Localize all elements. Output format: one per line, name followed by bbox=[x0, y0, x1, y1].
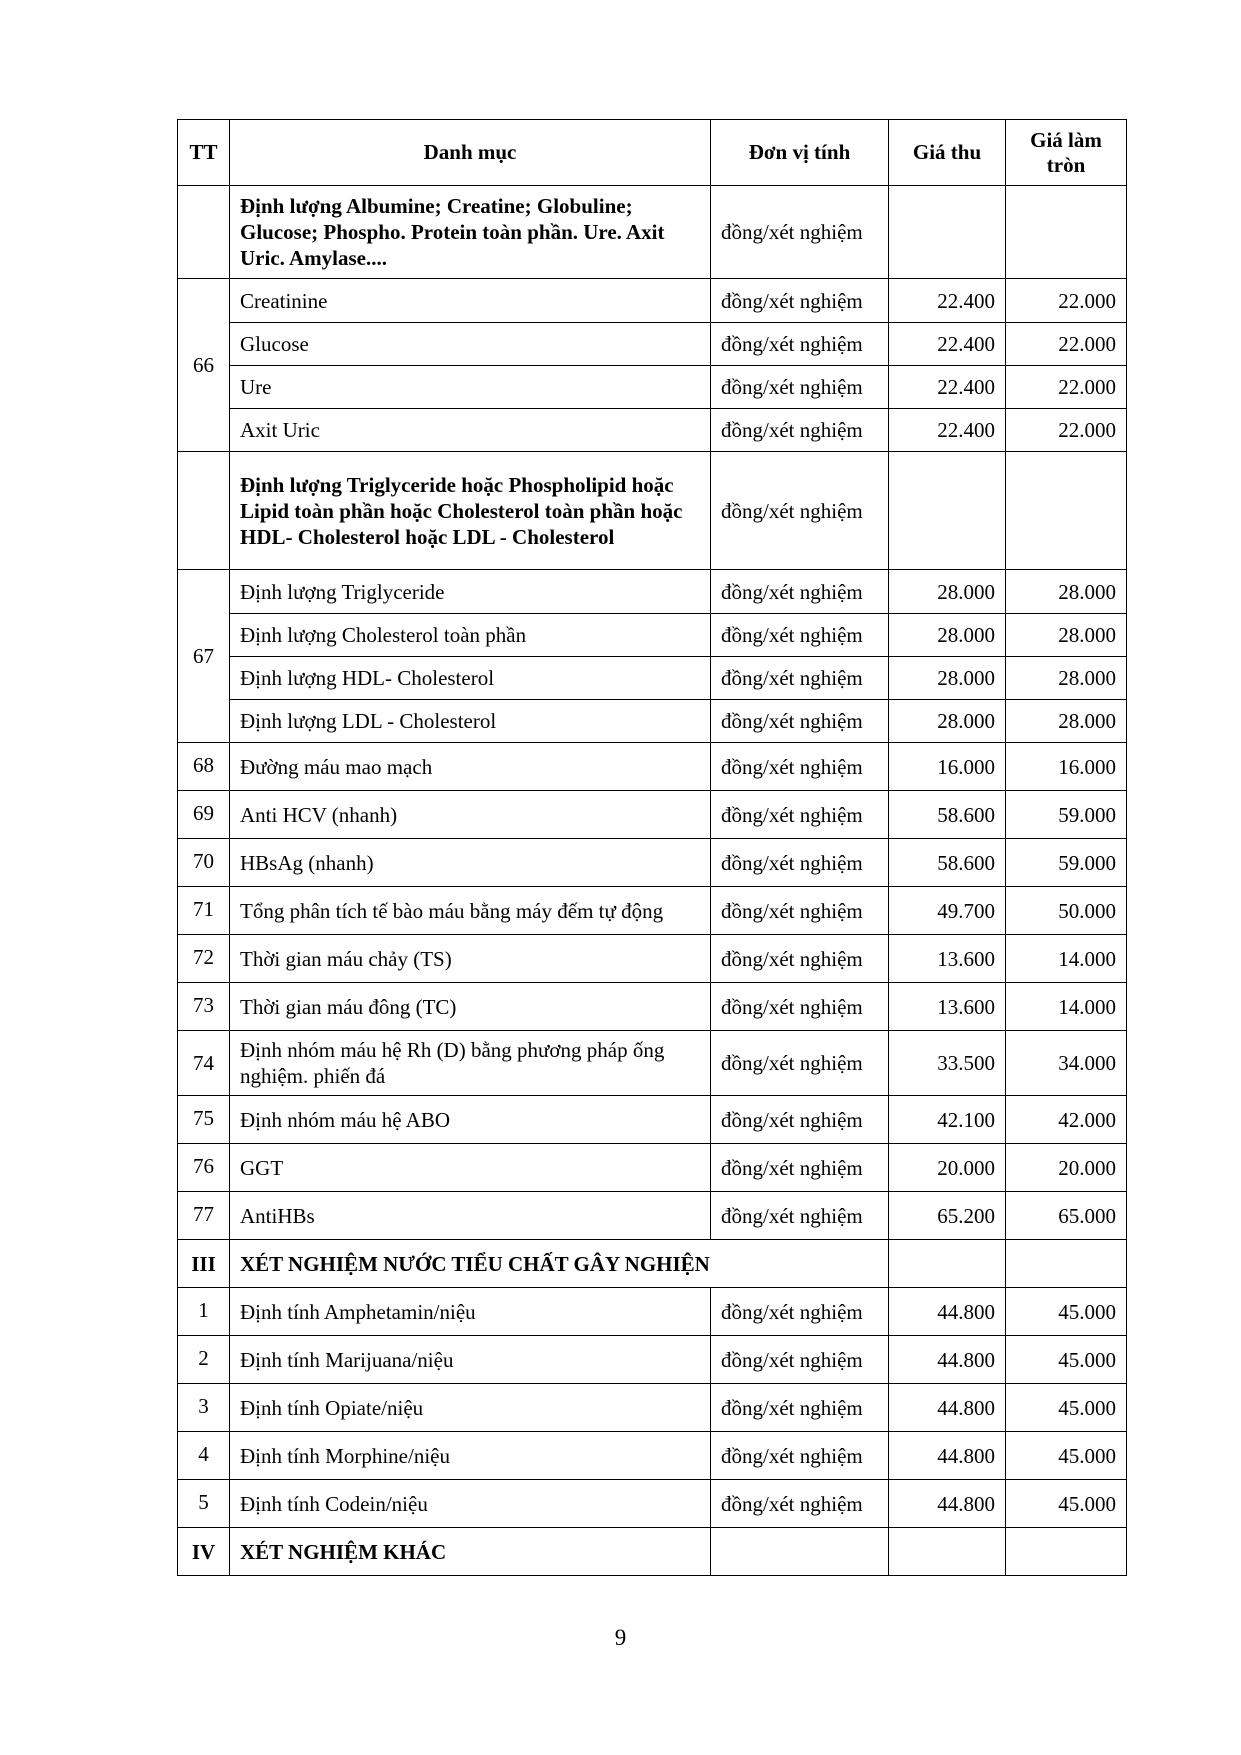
rounded-cell: 28.000 bbox=[1006, 657, 1127, 700]
price-cell: 44.800 bbox=[889, 1384, 1006, 1432]
item-name: HBsAg (nhanh) bbox=[230, 839, 711, 887]
header-unit: Đơn vị tính bbox=[711, 120, 889, 186]
group-title: Định lượng Albumine; Creatine; Globuline; Glucose; Phospho. Protein toàn phần. Ure. Axit Uric. Amylase.... bbox=[230, 186, 711, 279]
price-cell: 22.400 bbox=[889, 409, 1006, 452]
rounded-cell: 45.000 bbox=[1006, 1384, 1127, 1432]
item-name: Định nhóm máu hệ ABO bbox=[230, 1096, 711, 1144]
rounded-cell: 14.000 bbox=[1006, 935, 1127, 983]
price-cell: 44.800 bbox=[889, 1288, 1006, 1336]
item-name: Định lượng Cholesterol toàn phần bbox=[230, 614, 711, 657]
table-row bbox=[178, 409, 1127, 452]
price-cell: 16.000 bbox=[889, 743, 1006, 791]
header-name: Danh mục bbox=[230, 120, 711, 186]
unit-cell: đồng/xét nghiệm bbox=[711, 1288, 889, 1336]
price-table bbox=[177, 119, 1127, 1576]
section-tt: III bbox=[178, 1240, 230, 1288]
rounded-cell: 22.000 bbox=[1006, 279, 1127, 323]
item-name: AntiHBs bbox=[230, 1192, 711, 1240]
table-header-row bbox=[178, 120, 1127, 186]
group-title-row bbox=[178, 186, 1127, 279]
table-cell-tt bbox=[178, 186, 230, 279]
rounded-cell bbox=[1006, 186, 1127, 279]
section-title: XÉT NGHIỆM NƯỚC TIỂU CHẤT GÂY NGHIỆN bbox=[230, 1240, 889, 1288]
item-name: Glucose bbox=[230, 323, 711, 366]
row-tt: 68 bbox=[178, 743, 230, 791]
rounded-cell: 22.000 bbox=[1006, 366, 1127, 409]
price-cell: 22.400 bbox=[889, 366, 1006, 409]
header-rounded: Giá làm tròn bbox=[1006, 120, 1127, 186]
row-tt: 2 bbox=[178, 1336, 230, 1384]
price-cell: 58.600 bbox=[889, 839, 1006, 887]
price-cell: 28.000 bbox=[889, 700, 1006, 743]
price-cell: 49.700 bbox=[889, 887, 1006, 935]
price-cell bbox=[889, 1528, 1006, 1576]
unit-cell: đồng/xét nghiệm bbox=[711, 366, 889, 409]
price-cell bbox=[889, 452, 1006, 570]
unit-cell: đồng/xét nghiệm bbox=[711, 279, 889, 323]
table-row bbox=[178, 983, 1127, 1031]
price-cell: 65.200 bbox=[889, 1192, 1006, 1240]
row-tt: 72 bbox=[178, 935, 230, 983]
row-tt: 70 bbox=[178, 839, 230, 887]
unit-cell: đồng/xét nghiệm bbox=[711, 409, 889, 452]
item-name: Anti HCV (nhanh) bbox=[230, 791, 711, 839]
price-cell: 13.600 bbox=[889, 983, 1006, 1031]
row-tt: 1 bbox=[178, 1288, 230, 1336]
price-cell: 28.000 bbox=[889, 657, 1006, 700]
unit-cell: đồng/xét nghiệm bbox=[711, 452, 889, 570]
row-tt: 3 bbox=[178, 1384, 230, 1432]
table-row bbox=[178, 323, 1127, 366]
unit-cell: đồng/xét nghiệm bbox=[711, 935, 889, 983]
item-name: Creatinine bbox=[230, 279, 711, 323]
rounded-cell: 45.000 bbox=[1006, 1480, 1127, 1528]
rounded-cell: 28.000 bbox=[1006, 614, 1127, 657]
header-tt: TT bbox=[178, 120, 230, 186]
unit-cell: đồng/xét nghiệm bbox=[711, 700, 889, 743]
unit-cell: đồng/xét nghiệm bbox=[711, 614, 889, 657]
rounded-cell: 28.000 bbox=[1006, 570, 1127, 614]
header-price: Giá thu bbox=[889, 120, 1006, 186]
item-name: Thời gian máu đông (TC) bbox=[230, 983, 711, 1031]
item-name: Định lượng HDL- Cholesterol bbox=[230, 657, 711, 700]
table-row bbox=[178, 570, 1127, 614]
unit-cell: đồng/xét nghiệm bbox=[711, 1192, 889, 1240]
table-row bbox=[178, 1432, 1127, 1480]
rounded-cell: 50.000 bbox=[1006, 887, 1127, 935]
price-cell bbox=[889, 1240, 1006, 1288]
price-cell: 44.800 bbox=[889, 1432, 1006, 1480]
rounded-cell: 42.000 bbox=[1006, 1096, 1127, 1144]
table-row bbox=[178, 887, 1127, 935]
table-row bbox=[178, 614, 1127, 657]
row-tt: 76 bbox=[178, 1144, 230, 1192]
rounded-cell: 65.000 bbox=[1006, 1192, 1127, 1240]
rounded-cell: 34.000 bbox=[1006, 1031, 1127, 1096]
unit-cell: đồng/xét nghiệm bbox=[711, 1432, 889, 1480]
table-row bbox=[178, 743, 1127, 791]
row-tt: 4 bbox=[178, 1432, 230, 1480]
unit-cell: đồng/xét nghiệm bbox=[711, 1031, 889, 1096]
price-cell: 28.000 bbox=[889, 570, 1006, 614]
unit-cell: đồng/xét nghiệm bbox=[711, 887, 889, 935]
item-name: Thời gian máu chảy (TS) bbox=[230, 935, 711, 983]
rounded-cell bbox=[1006, 1528, 1127, 1576]
unit-cell: đồng/xét nghiệm bbox=[711, 1144, 889, 1192]
price-cell: 58.600 bbox=[889, 791, 1006, 839]
rounded-cell: 28.000 bbox=[1006, 700, 1127, 743]
row-tt: 77 bbox=[178, 1192, 230, 1240]
price-cell: 13.600 bbox=[889, 935, 1006, 983]
section-title: XÉT NGHIỆM KHÁC bbox=[230, 1528, 711, 1576]
table-row bbox=[178, 791, 1127, 839]
unit-cell: đồng/xét nghiệm bbox=[711, 323, 889, 366]
unit-cell: đồng/xét nghiệm bbox=[711, 570, 889, 614]
unit-cell: đồng/xét nghiệm bbox=[711, 743, 889, 791]
table-row bbox=[178, 279, 1127, 323]
item-name: Định tính Opiate/niệu bbox=[230, 1384, 711, 1432]
item-name: Định tính Marijuana/niệu bbox=[230, 1336, 711, 1384]
item-name: Ure bbox=[230, 366, 711, 409]
table-row bbox=[178, 700, 1127, 743]
item-name: Axit Uric bbox=[230, 409, 711, 452]
rounded-cell bbox=[1006, 452, 1127, 570]
rounded-cell: 45.000 bbox=[1006, 1432, 1127, 1480]
row-tt: 73 bbox=[178, 983, 230, 1031]
price-cell: 42.100 bbox=[889, 1096, 1006, 1144]
price-cell: 22.400 bbox=[889, 323, 1006, 366]
table-row bbox=[178, 839, 1127, 887]
section-tt: IV bbox=[178, 1528, 230, 1576]
group-title: Định lượng Triglyceride hoặc Phospholipid hoặc Lipid toàn phần hoặc Cholesterol toàn phần hoặc HDL- Cholesterol hoặc LDL - Cholesterol bbox=[230, 452, 711, 570]
table-row bbox=[178, 1192, 1127, 1240]
rounded-cell: 22.000 bbox=[1006, 323, 1127, 366]
item-name: Định lượng LDL - Cholesterol bbox=[230, 700, 711, 743]
group-tt: 67 bbox=[178, 570, 230, 743]
rounded-cell: 14.000 bbox=[1006, 983, 1127, 1031]
price-cell bbox=[889, 186, 1006, 279]
item-name: Định tính Morphine/niệu bbox=[230, 1432, 711, 1480]
group-title-row bbox=[178, 452, 1127, 570]
price-cell: 22.400 bbox=[889, 279, 1006, 323]
rounded-cell: 20.000 bbox=[1006, 1144, 1127, 1192]
item-name: Định lượng Triglyceride bbox=[230, 570, 711, 614]
unit-cell: đồng/xét nghiệm bbox=[711, 839, 889, 887]
item-name: Định nhóm máu hệ Rh (D) bằng phương pháp ống nghiệm. phiến đá bbox=[230, 1031, 711, 1096]
row-tt: 5 bbox=[178, 1480, 230, 1528]
unit-cell bbox=[711, 1528, 889, 1576]
row-tt: 69 bbox=[178, 791, 230, 839]
unit-cell: đồng/xét nghiệm bbox=[711, 657, 889, 700]
item-name: Tổng phân tích tế bào máu bằng máy đếm tự động bbox=[230, 887, 711, 935]
unit-cell: đồng/xét nghiệm bbox=[711, 1384, 889, 1432]
price-cell: 44.800 bbox=[889, 1480, 1006, 1528]
rounded-cell bbox=[1006, 1240, 1127, 1288]
table-row bbox=[178, 935, 1127, 983]
rounded-cell: 22.000 bbox=[1006, 409, 1127, 452]
price-cell: 20.000 bbox=[889, 1144, 1006, 1192]
item-name: Đường máu mao mạch bbox=[230, 743, 711, 791]
unit-cell: đồng/xét nghiệm bbox=[711, 1096, 889, 1144]
row-tt: 75 bbox=[178, 1096, 230, 1144]
table-row bbox=[178, 1384, 1127, 1432]
unit-cell: đồng/xét nghiệm bbox=[711, 791, 889, 839]
price-cell: 28.000 bbox=[889, 614, 1006, 657]
rounded-cell: 59.000 bbox=[1006, 839, 1127, 887]
table-row bbox=[178, 1336, 1127, 1384]
row-tt: 74 bbox=[178, 1031, 230, 1096]
rounded-cell: 59.000 bbox=[1006, 791, 1127, 839]
table-row bbox=[178, 1031, 1127, 1096]
page-number: 9 bbox=[614, 1625, 627, 1650]
unit-cell: đồng/xét nghiệm bbox=[711, 983, 889, 1031]
price-cell: 44.800 bbox=[889, 1336, 1006, 1384]
group-tt: 66 bbox=[178, 279, 230, 452]
item-name: GGT bbox=[230, 1144, 711, 1192]
item-name: Định tính Amphetamin/niệu bbox=[230, 1288, 711, 1336]
unit-cell: đồng/xét nghiệm bbox=[711, 1480, 889, 1528]
item-name: Định tính Codein/niệu bbox=[230, 1480, 711, 1528]
rounded-cell: 45.000 bbox=[1006, 1288, 1127, 1336]
unit-cell: đồng/xét nghiệm bbox=[711, 1336, 889, 1384]
table-row bbox=[178, 657, 1127, 700]
table-row bbox=[178, 1480, 1127, 1528]
table-row bbox=[178, 1144, 1127, 1192]
rounded-cell: 16.000 bbox=[1006, 743, 1127, 791]
section-row bbox=[178, 1240, 1127, 1288]
rounded-cell: 45.000 bbox=[1006, 1336, 1127, 1384]
price-cell: 33.500 bbox=[889, 1031, 1006, 1096]
section-row bbox=[178, 1528, 1127, 1576]
unit-cell: đồng/xét nghiệm bbox=[711, 186, 889, 279]
table-row bbox=[178, 366, 1127, 409]
table-cell-tt bbox=[178, 452, 230, 570]
row-tt: 71 bbox=[178, 887, 230, 935]
table-row bbox=[178, 1096, 1127, 1144]
table-row bbox=[178, 1288, 1127, 1336]
